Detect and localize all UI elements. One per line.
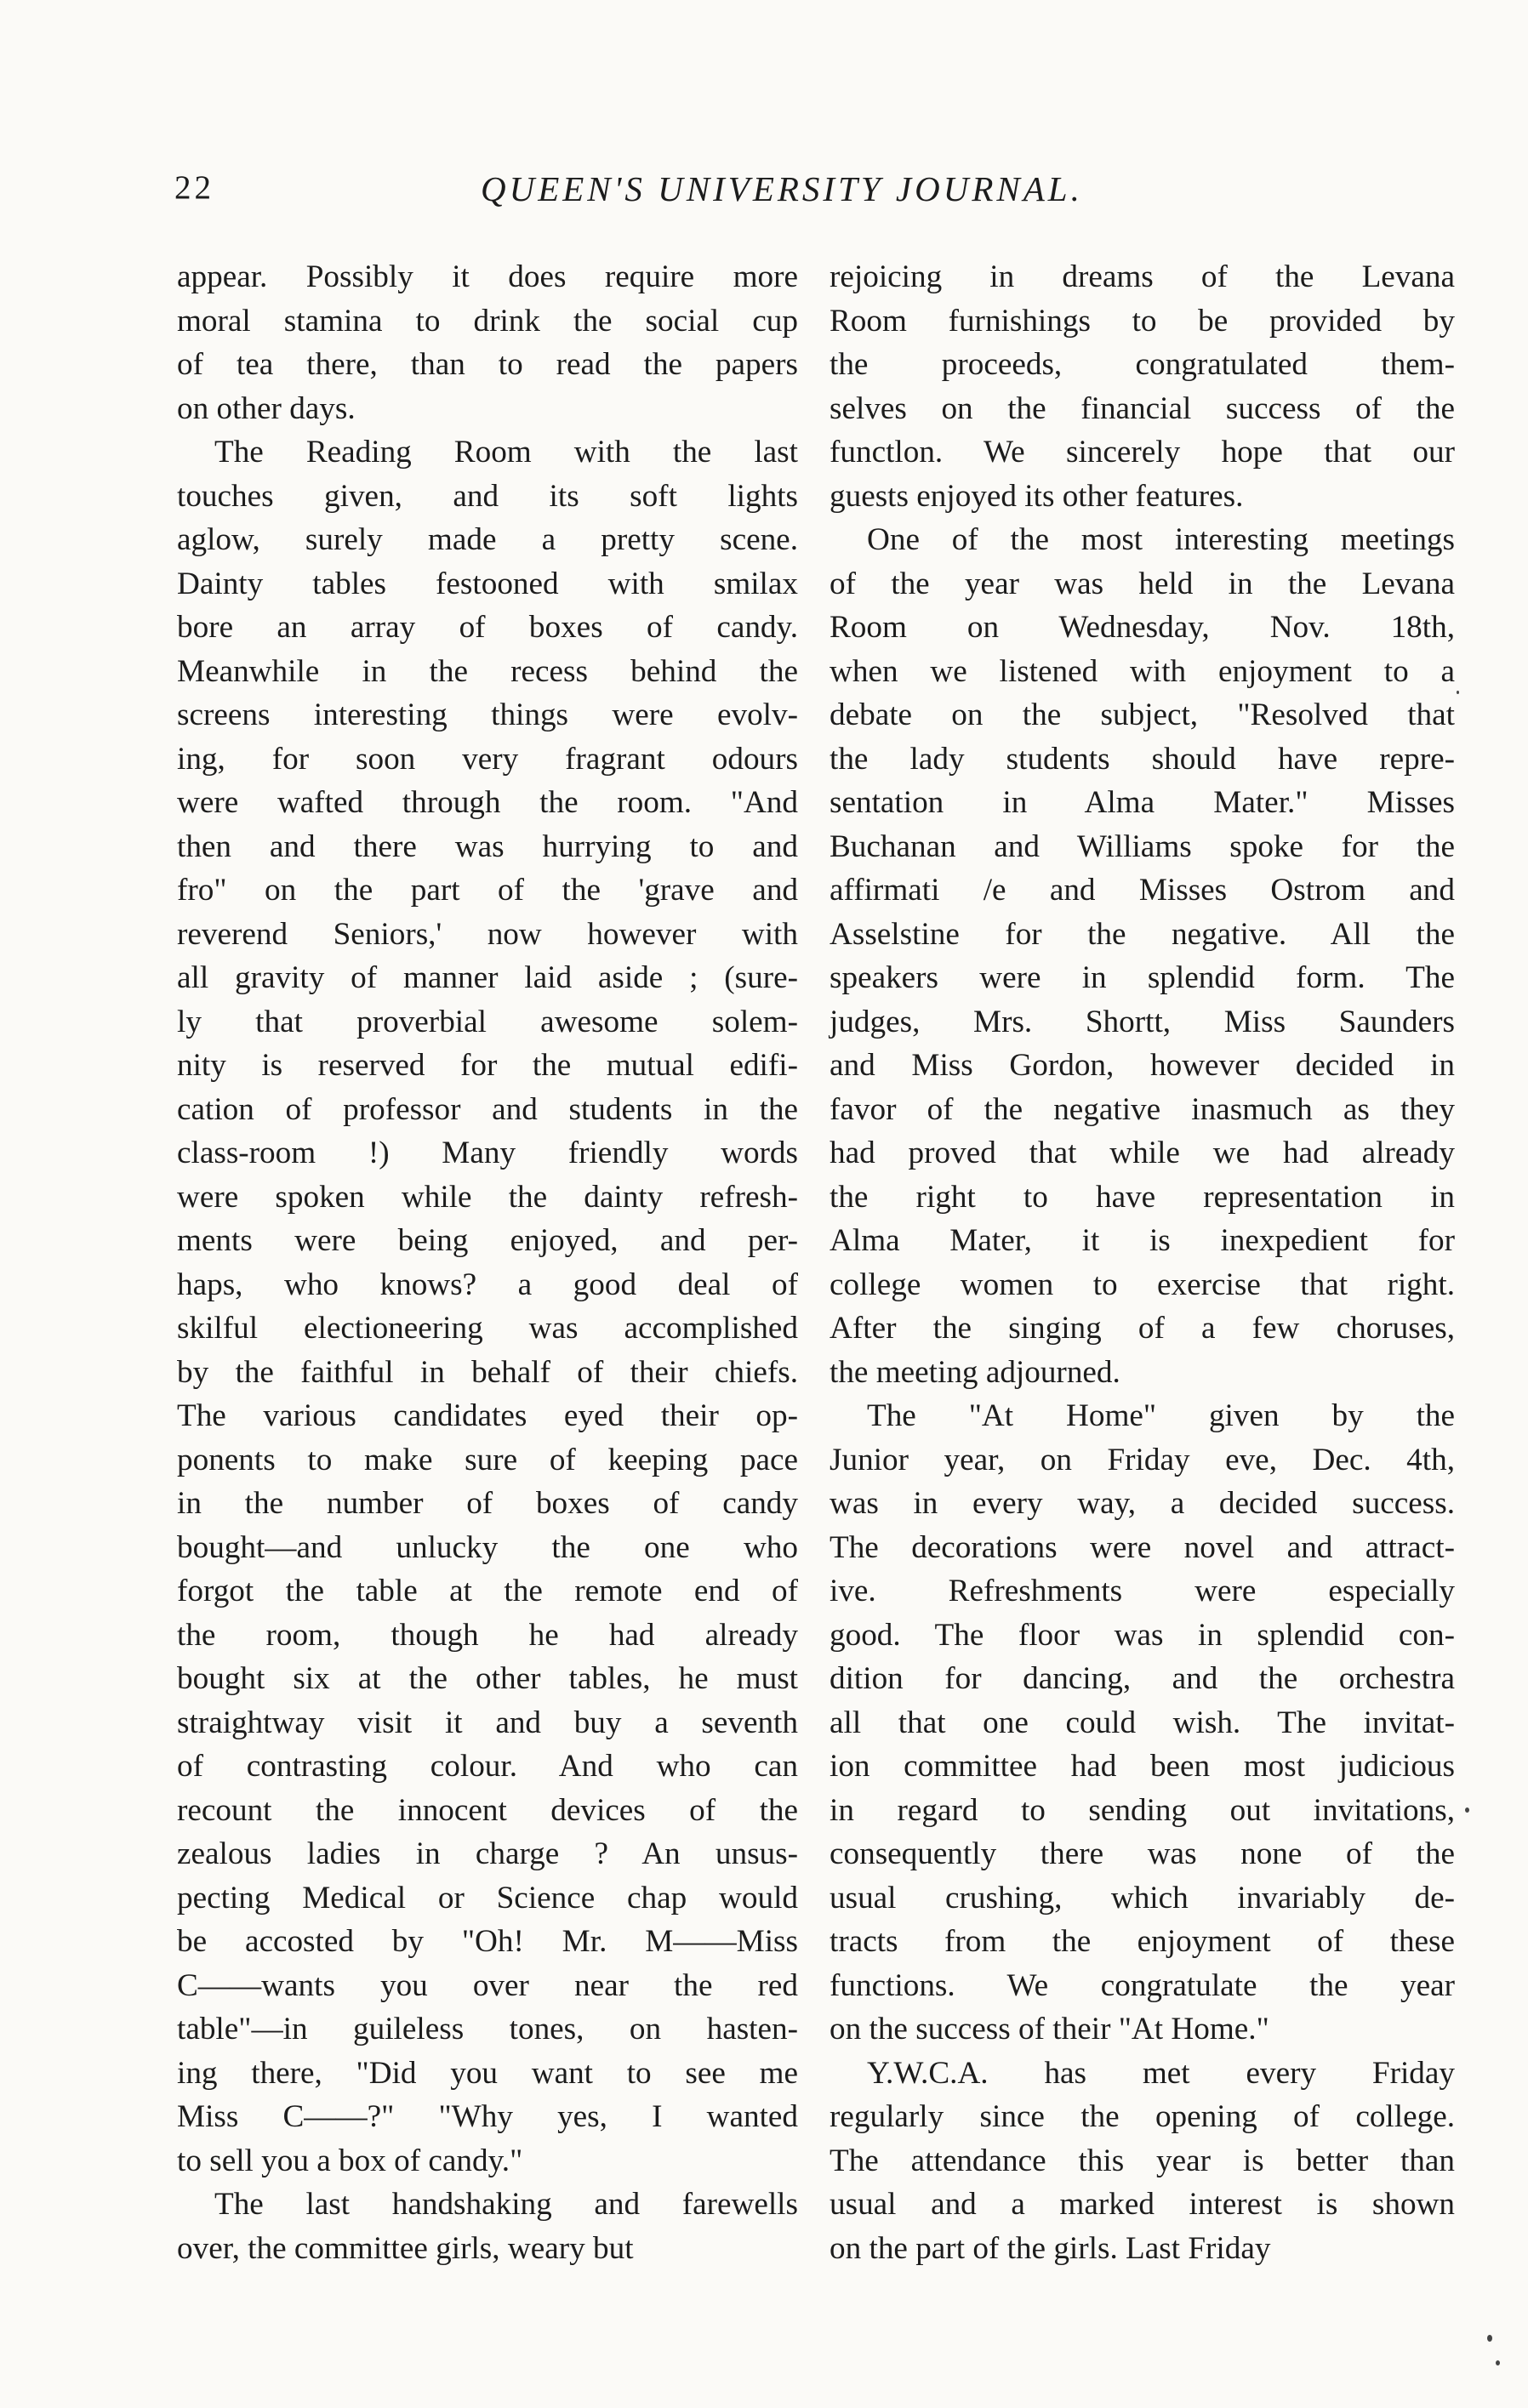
text-line: bought—and unlucky the one who	[177, 1529, 798, 1565]
text-line: to sell you a box of candy."	[177, 2143, 523, 2178]
text-line: all gravity of manner laid aside ; (sure-	[177, 960, 798, 995]
text-line: Asselstine for the negative. All the	[830, 916, 1455, 952]
text-line: skilful electioneering was accomplished	[177, 1311, 798, 1346]
text-line: nity is reserved for the mutual edifi-	[177, 1048, 798, 1083]
text-line: ly that proverbial awesome solem-	[177, 1004, 798, 1039]
text-line: on other days.	[177, 390, 356, 426]
text-line: cation of professor and students in the	[177, 1091, 798, 1127]
text-line: reverend Seniors,' now however with	[177, 916, 798, 952]
text-line: then and there was hurrying to and	[177, 828, 798, 864]
text-line: guests enjoyed its other features.	[830, 478, 1244, 514]
text-line: debate on the subject, "Resolved that	[830, 697, 1455, 732]
text-line: straightway visit it and buy a seventh	[177, 1705, 798, 1740]
text-line: and Miss Gordon, however decided in	[830, 1048, 1455, 1083]
text-line: After the singing of a few choruses,	[830, 1311, 1455, 1346]
text-line: usual crushing, which invariably de-	[830, 1880, 1455, 1916]
text-line: recount the innocent devices of the	[177, 1792, 798, 1828]
text-line: consequently there was none of the	[830, 1836, 1455, 1871]
text-line: The various candidates eyed their op-	[177, 1398, 798, 1433]
left-column	[177, 255, 798, 2270]
text-line: Dainty tables festooned with smilax	[177, 566, 798, 601]
text-line: haps, who knows? a good deal of	[177, 1267, 798, 1302]
text-line: selves on the financial success of the	[830, 390, 1455, 426]
journal-title: QUEEN'S UNIVERSITY JOURNAL.	[481, 169, 1083, 208]
text-line: ing there, "Did you want to see me	[177, 2055, 798, 2091]
text-line: zealous ladies in charge ? An unsus-	[177, 1836, 798, 1871]
text-line: sentation in Alma Mater." Misses	[830, 785, 1455, 820]
text-line: ing, for soon very fragrant odours	[177, 741, 798, 777]
text-line: moral stamina to drink the social cup	[177, 303, 798, 339]
text-line: touches given, and its soft lights	[177, 478, 798, 514]
text-line: bore an array of boxes of candy.	[177, 610, 798, 645]
text-line: of contrasting colour. And who can	[177, 1749, 798, 1784]
text-line: The decorations were novel and attract-	[830, 1529, 1455, 1565]
text-line: judges, Mrs. Shortt, Miss Saunders	[830, 1004, 1455, 1039]
text-line: speakers were in splendid form. The	[830, 960, 1455, 995]
text-line: functlon. We sincerely hope that our	[830, 435, 1455, 470]
text-line: ponents to make sure of keeping pace	[177, 1442, 798, 1477]
ink-speck	[1487, 2335, 1492, 2342]
text-line: when we listened with enjoyment to a	[830, 653, 1455, 689]
text-line: Miss C——?" "Why yes, I wanted	[177, 2099, 798, 2134]
text-line: Meanwhile in the recess behind the	[177, 653, 798, 689]
right-column	[830, 255, 1455, 2270]
text-line: table"—in guileless tones, on hasten-	[177, 2012, 798, 2047]
text-line: the lady students should have repre-	[830, 741, 1455, 777]
ink-speck	[1465, 1807, 1469, 1813]
text-line: be accosted by "Oh! Mr. M——Miss	[177, 1924, 798, 1959]
text-line: screens interesting things were evolv-	[177, 697, 798, 732]
text-line: aglow, surely made a pretty scene.	[177, 522, 798, 557]
text-line: affirmati /e and Misses Ostrom and	[830, 873, 1455, 908]
text-line: was in every way, a decided success.	[830, 1486, 1455, 1521]
text-line: The "At Home" given by the	[867, 1398, 1455, 1433]
text-line: Junior year, on Friday eve, Dec. 4th,	[830, 1442, 1455, 1477]
text-line: on the part of the girls. Last Friday	[830, 2230, 1271, 2266]
text-line: over, the committee girls, weary but	[177, 2230, 634, 2266]
text-line: rejoicing in dreams of the Levana	[830, 259, 1455, 294]
text-line: good. The floor was in splendid con-	[830, 1617, 1455, 1653]
text-line: college women to exercise that right.	[830, 1267, 1455, 1302]
text-line: the meeting adjourned.	[830, 1354, 1120, 1390]
text-line: The last handshaking and farewells	[214, 2187, 798, 2222]
ink-speck	[1457, 691, 1459, 694]
text-line: the right to have representation in	[830, 1179, 1455, 1215]
text-line: ive. Refreshments were especially	[830, 1574, 1455, 1608]
text-line: ments were being enjoyed, and per-	[177, 1223, 798, 1258]
text-line: One of the most interesting meetings	[867, 522, 1455, 557]
text-line: on the success of their "At Home."	[830, 2012, 1269, 2047]
text-line: bought six at the other tables, he must	[177, 1661, 798, 1696]
text-line: The Reading Room with the last	[214, 435, 798, 470]
text-line: pecting Medical or Science chap would	[177, 1880, 798, 1916]
text-line: the room, though he had already	[177, 1617, 798, 1653]
text-line: of the year was held in the Levana	[830, 566, 1455, 601]
text-line: forgot the table at the remote end of	[177, 1574, 798, 1608]
page-header	[174, 168, 1195, 219]
text-line: were spoken while the dainty refresh-	[177, 1179, 798, 1215]
text-line: The attendance this year is better than	[830, 2143, 1455, 2178]
text-line: Alma Mater, it is inexpedient for	[830, 1223, 1455, 1258]
text-line: Buchanan and Williams spoke for the	[830, 828, 1455, 864]
text-line: had proved that while we had already	[830, 1136, 1455, 1170]
text-line: tracts from the enjoyment of these	[830, 1924, 1455, 1959]
page-number: 22	[174, 169, 214, 206]
text-line: Room furnishings to be provided by	[830, 303, 1455, 339]
text-line: class-room !) Many friendly words	[177, 1136, 798, 1170]
text-line: of tea there, than to read the papers	[177, 347, 798, 382]
text-line: fro" on the part of the 'grave and	[177, 873, 798, 908]
text-line: all that one could wish. The invitat-	[830, 1705, 1455, 1740]
text-line: ion committee had been most judicious	[830, 1749, 1455, 1784]
text-line: the proceeds, congratulated them-	[830, 347, 1455, 382]
ink-speck	[1496, 2360, 1500, 2365]
text-line: were wafted through the room. "And	[177, 785, 798, 820]
text-line: in the number of boxes of candy	[177, 1486, 798, 1521]
text-line: dition for dancing, and the orchestra	[830, 1661, 1455, 1696]
text-line: in regard to sending out invitations,	[830, 1792, 1455, 1828]
text-line: by the faithful in behalf of their chiefs.	[177, 1354, 798, 1390]
text-line: Y.W.C.A. has met every Friday	[867, 2055, 1455, 2091]
text-line: regularly since the opening of college.	[830, 2099, 1455, 2134]
text-line: favor of the negative inasmuch as they	[830, 1091, 1455, 1127]
text-line: usual and a marked interest is shown	[830, 2187, 1455, 2222]
text-line: C——wants you over near the red	[177, 1967, 798, 2003]
text-line: Room on Wednesday, Nov. 18th,	[830, 610, 1455, 645]
text-line: appear. Possibly it does require more	[177, 259, 798, 294]
text-line: functions. We congratulate the year	[830, 1967, 1455, 2003]
